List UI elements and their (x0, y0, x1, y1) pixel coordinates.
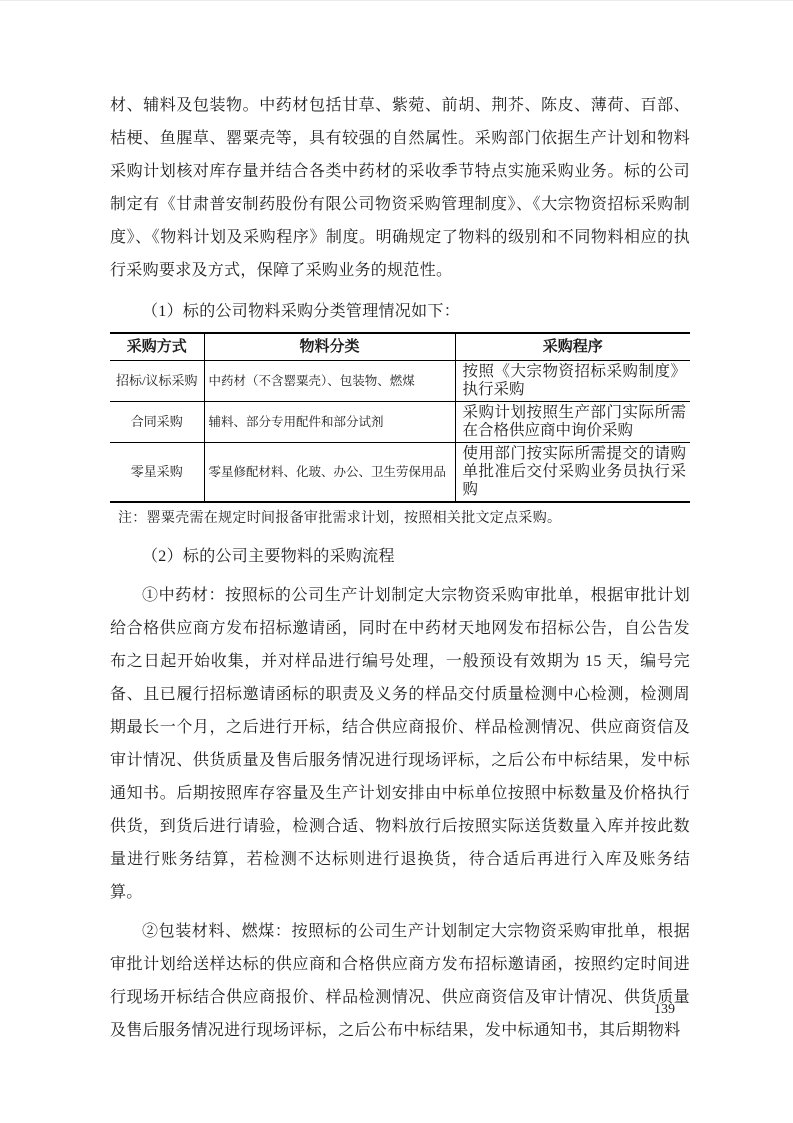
table-cell-procedure: 使用部门按实际所需提交的请购单批准后交付采购业务员执行采购 (455, 443, 690, 503)
table-row (110, 361, 690, 402)
section-2-heading: （2）标的公司主要物料的采购流程 (142, 548, 395, 565)
page-number: 139 (654, 1002, 675, 1017)
document-content (110, 89, 690, 1047)
table-cell-method: 合同采购 (110, 402, 204, 443)
table-note: 注：罂粟壳需在规定时间报备审批需求计划，按照相关批文定点采购。 (118, 511, 562, 526)
table-cell-procedure: 按照《大宗物资招标采购制度》执行采购 (455, 361, 690, 402)
table-row (110, 402, 690, 443)
process-paragraph-packaging: ②包装材料、燃煤：按照标的公司生产计划制定大宗物资采购审批单，根据审批计划给送样达标的供应商和合格供应商方发布招标邀请函，按照约定时间进行现场开标结合供应商报价、样品检测情况、供应商资信及审计情况、供货质量及售后服务情况进行现场评标，之后公布中标结果，发中标通知书，其后期物料 (110, 923, 690, 1039)
table-header-row (110, 333, 690, 361)
table-cell-category: 零星修配材料、化玻、办公、卫生劳保用品 (204, 443, 455, 503)
procurement-classification-table (110, 332, 690, 503)
table-cell-method: 招标/议标采购 (110, 361, 204, 402)
intro-paragraph: 材、辅料及包装物。中药材包括甘草、紫菀、前胡、荆芥、陈皮、薄荷、百部、桔梗、鱼腥草、罂粟壳等，具有较强的自然属性。采购部门依据生产计划和物料采购计划核对库存量并结合各类中药材的采收季节特点实施采购业务。标的公司制定有《甘肃普安制药股份有限公司物资采购管理制度》、《大宗物资招标采购制度》、《物料计划及采购程序》制度。明确规定了物料的级别和不同物料相应的执行采购要求及方式，保障了采购业务的规范性。 (110, 97, 690, 279)
column-header-procurement-procedure: 采购程序 (455, 333, 690, 361)
table-cell-method: 零星采购 (110, 443, 204, 503)
column-header-procurement-method: 采购方式 (110, 333, 204, 361)
table-cell-category: 中药材（不含罂粟壳）、包装物、燃煤 (204, 361, 455, 402)
table-cell-procedure: 采购计划按照生产部门实际所需在合格供应商中询价采购 (455, 402, 690, 443)
column-header-material-category: 物料分类 (204, 333, 455, 361)
table-row (110, 443, 690, 503)
process-paragraph-herbs: ①中药材：按照标的公司生产计划制定大宗物资采购审批单，根据审批计划给合格供应商方发布招标邀请函，同时在中药材天地网发布招标公告，自公告发布之日起开始收集，并对样品进行编号处理，一般预设有效期为 15 天，编号完备、且已履行招标邀请函标的职责及义务的样品交付质量检测中心检测，检测周期最长一个月，之后进行开标，结合供应商报价、样品检测情况、供应商资信及审计情况、供货质量及售后服务情况进行现场评标，之后公布中标结果，发中标通知书。后期按照库存容量及生产计划安排由中标单位按照中标数量及价格执行供货，到货后进行请验，检测合适、物料放行后按照实际送货数量入库并按此数量进行账务结算，若检测不达标则进行退换货，待合适后再进行入库及账务结算。 (110, 587, 690, 901)
table-cell-category: 辅料、部分专用配件和部分试剂 (204, 402, 455, 443)
section-1-heading: （1）标的公司物料采购分类管理情况如下： (142, 303, 461, 320)
